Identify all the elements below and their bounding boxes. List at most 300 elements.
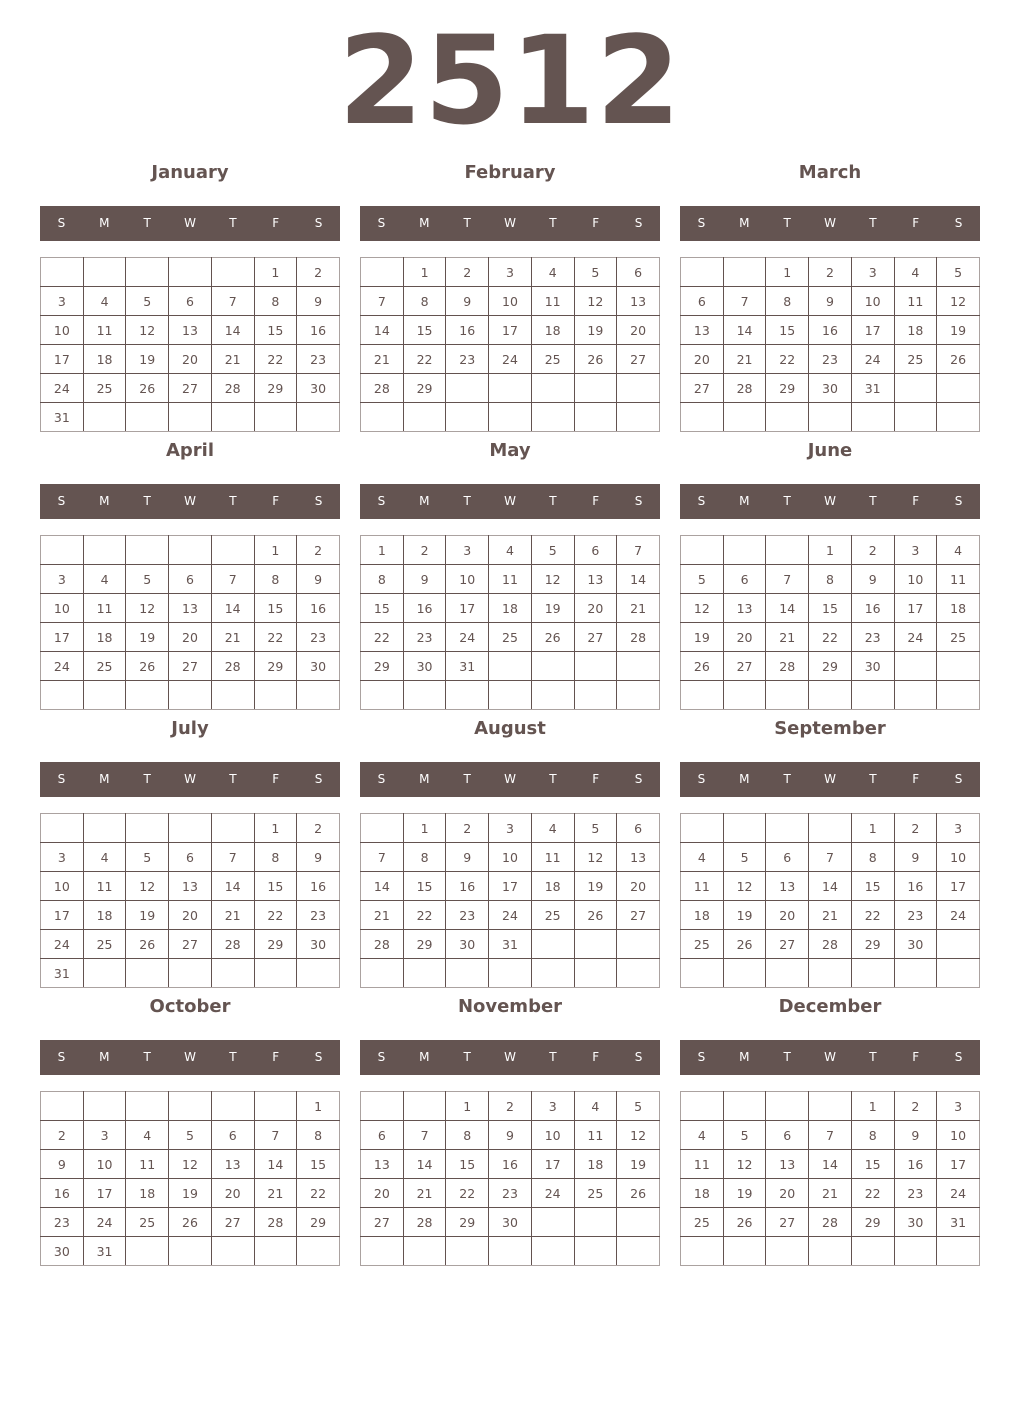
weekday-label: S (57, 494, 66, 508)
day-cell: 20 (766, 901, 809, 930)
month-title: September (774, 718, 886, 739)
day-cell: 6 (361, 1121, 404, 1150)
week-row (361, 374, 660, 403)
day-cell (297, 959, 340, 988)
day-cell (723, 814, 766, 843)
day-cell: 16 (297, 872, 340, 901)
day-cell (681, 681, 724, 710)
day-cell: 26 (126, 652, 169, 681)
day-cell: 6 (574, 536, 617, 565)
day-cell: 28 (211, 652, 254, 681)
day-cell: 12 (126, 594, 169, 623)
day-cell: 26 (681, 652, 724, 681)
day-cell (83, 959, 126, 988)
day-cell: 29 (254, 930, 297, 959)
day-cell: 28 (809, 1208, 852, 1237)
month-title: June (807, 440, 853, 461)
day-cell: 28 (361, 374, 404, 403)
weekday-label: W (504, 494, 516, 508)
day-cell: 2 (809, 258, 852, 287)
day-cell: 14 (809, 872, 852, 901)
day-cell: 19 (723, 1179, 766, 1208)
day-cell: 31 (83, 1237, 126, 1266)
day-cell: 26 (531, 623, 574, 652)
week-row (361, 843, 660, 872)
weekday-label: S (377, 216, 386, 230)
day-cell: 10 (531, 1121, 574, 1150)
day-cell: 9 (403, 565, 446, 594)
day-cell: 9 (297, 843, 340, 872)
week-row (41, 814, 340, 843)
day-cell (723, 959, 766, 988)
day-cell (681, 403, 724, 432)
day-cell (361, 1237, 404, 1266)
weekday-label: T (229, 1050, 237, 1064)
day-cell: 14 (403, 1150, 446, 1179)
day-cell (723, 1092, 766, 1121)
week-row (361, 681, 660, 710)
day-cell: 28 (211, 930, 254, 959)
weekday-label: F (592, 216, 600, 230)
month-title: August (474, 718, 546, 739)
day-cell: 5 (574, 258, 617, 287)
day-cell: 20 (766, 1179, 809, 1208)
day-cell: 2 (41, 1121, 84, 1150)
day-cell (766, 681, 809, 710)
week-row (41, 565, 340, 594)
day-cell: 10 (937, 1121, 980, 1150)
day-cell (489, 403, 532, 432)
day-cell (851, 681, 894, 710)
day-cell: 26 (126, 374, 169, 403)
day-cell (937, 681, 980, 710)
day-cell: 2 (297, 536, 340, 565)
week-row (681, 1179, 980, 1208)
day-cell: 27 (361, 1208, 404, 1237)
day-grid (680, 1091, 980, 1266)
day-cell: 25 (681, 930, 724, 959)
day-cell: 13 (617, 843, 660, 872)
day-cell: 22 (403, 345, 446, 374)
day-cell: 11 (83, 594, 126, 623)
day-grid (360, 813, 660, 988)
day-cell: 18 (531, 872, 574, 901)
day-cell: 6 (169, 843, 212, 872)
day-cell: 6 (617, 258, 660, 287)
day-cell (169, 814, 212, 843)
day-cell: 27 (211, 1208, 254, 1237)
day-cell: 13 (169, 872, 212, 901)
day-cell: 18 (681, 1179, 724, 1208)
day-cell: 17 (851, 316, 894, 345)
day-cell (126, 403, 169, 432)
weekday-label: S (634, 216, 643, 230)
day-cell: 17 (489, 872, 532, 901)
weekday-label: T (549, 494, 557, 508)
day-cell: 13 (766, 872, 809, 901)
day-cell (937, 930, 980, 959)
day-cell: 28 (211, 374, 254, 403)
weekday-header (360, 206, 660, 241)
day-cell: 18 (937, 594, 980, 623)
weekday-label: T (869, 494, 877, 508)
week-row (681, 374, 980, 403)
day-cell (254, 1092, 297, 1121)
week-row (41, 872, 340, 901)
day-cell: 20 (361, 1179, 404, 1208)
day-cell: 1 (254, 536, 297, 565)
day-cell: 27 (169, 652, 212, 681)
day-cell (894, 374, 937, 403)
weekday-header (680, 484, 980, 519)
weekday-label: F (592, 494, 600, 508)
weekday-label: S (314, 494, 323, 508)
day-cell (766, 959, 809, 988)
day-cell (489, 1237, 532, 1266)
week-row (681, 843, 980, 872)
weekday-label: T (549, 772, 557, 786)
day-cell: 19 (723, 901, 766, 930)
day-cell (531, 681, 574, 710)
weekday-label: S (954, 772, 963, 786)
day-cell: 21 (723, 345, 766, 374)
day-cell: 7 (723, 287, 766, 316)
week-row (681, 814, 980, 843)
weekday-label: T (229, 216, 237, 230)
day-cell: 2 (851, 536, 894, 565)
day-cell: 29 (254, 374, 297, 403)
week-row (361, 959, 660, 988)
day-cell (937, 374, 980, 403)
day-cell (211, 814, 254, 843)
day-cell (574, 930, 617, 959)
day-cell (169, 403, 212, 432)
day-cell: 22 (297, 1179, 340, 1208)
day-cell (681, 1237, 724, 1266)
week-row (41, 959, 340, 988)
day-cell: 17 (937, 1150, 980, 1179)
weekday-label: T (869, 1050, 877, 1064)
day-cell: 13 (211, 1150, 254, 1179)
day-cell: 12 (574, 843, 617, 872)
day-cell (126, 959, 169, 988)
day-cell (894, 959, 937, 988)
weekday-label: M (419, 1050, 430, 1064)
day-cell (254, 681, 297, 710)
weekday-header (40, 1040, 340, 1075)
day-cell: 15 (766, 316, 809, 345)
day-cell (681, 258, 724, 287)
day-cell: 17 (489, 316, 532, 345)
day-cell: 5 (531, 536, 574, 565)
week-row (681, 536, 980, 565)
weekday-label: W (184, 216, 196, 230)
day-cell: 19 (681, 623, 724, 652)
day-cell: 15 (851, 1150, 894, 1179)
day-cell: 24 (41, 374, 84, 403)
day-cell: 9 (446, 287, 489, 316)
day-cell: 8 (851, 843, 894, 872)
day-cell: 11 (83, 316, 126, 345)
day-cell: 26 (126, 930, 169, 959)
day-cell: 25 (83, 930, 126, 959)
day-cell: 18 (126, 1179, 169, 1208)
day-cell: 24 (937, 901, 980, 930)
day-cell: 26 (574, 345, 617, 374)
day-cell (169, 1237, 212, 1266)
week-row (361, 345, 660, 374)
weekday-label: M (419, 494, 430, 508)
day-cell (41, 1092, 84, 1121)
day-cell: 1 (809, 536, 852, 565)
day-cell: 30 (297, 374, 340, 403)
weekday-label: T (783, 1050, 791, 1064)
weekday-label: M (419, 216, 430, 230)
day-cell: 6 (169, 565, 212, 594)
day-cell (617, 959, 660, 988)
weekday-label: F (272, 772, 280, 786)
day-cell: 1 (297, 1092, 340, 1121)
day-cell: 17 (446, 594, 489, 623)
day-cell: 27 (723, 652, 766, 681)
day-cell (403, 1092, 446, 1121)
weekday-label: S (954, 494, 963, 508)
day-cell: 29 (851, 930, 894, 959)
day-cell: 19 (617, 1150, 660, 1179)
day-cell (403, 403, 446, 432)
month-title: October (149, 996, 231, 1017)
day-cell: 25 (531, 901, 574, 930)
day-cell (446, 959, 489, 988)
day-cell: 11 (126, 1150, 169, 1179)
day-cell: 25 (574, 1179, 617, 1208)
week-row (681, 565, 980, 594)
day-cell: 19 (574, 316, 617, 345)
week-row (41, 1208, 340, 1237)
weekday-label: S (314, 772, 323, 786)
day-cell (41, 814, 84, 843)
day-cell: 8 (403, 287, 446, 316)
day-cell: 1 (254, 258, 297, 287)
day-cell: 9 (41, 1150, 84, 1179)
day-cell: 31 (851, 374, 894, 403)
day-cell (681, 814, 724, 843)
day-cell: 22 (851, 901, 894, 930)
day-cell: 4 (681, 1121, 724, 1150)
day-cell: 9 (894, 1121, 937, 1150)
day-cell (617, 403, 660, 432)
day-cell (723, 403, 766, 432)
day-cell: 28 (361, 930, 404, 959)
day-cell: 3 (41, 287, 84, 316)
week-row (361, 814, 660, 843)
week-row (681, 959, 980, 988)
day-cell: 12 (169, 1150, 212, 1179)
day-cell: 11 (681, 1150, 724, 1179)
weekday-label: T (549, 1050, 557, 1064)
day-cell: 22 (254, 623, 297, 652)
day-cell: 24 (489, 345, 532, 374)
weekday-label: M (99, 1050, 110, 1064)
day-cell: 21 (211, 345, 254, 374)
day-cell (403, 1237, 446, 1266)
day-cell: 18 (83, 345, 126, 374)
week-row (361, 1237, 660, 1266)
day-cell (83, 403, 126, 432)
day-cell: 6 (723, 565, 766, 594)
day-cell (851, 403, 894, 432)
day-cell: 28 (617, 623, 660, 652)
day-cell (574, 959, 617, 988)
day-cell: 14 (766, 594, 809, 623)
day-cell (211, 959, 254, 988)
month-title: July (171, 718, 209, 739)
week-row (361, 316, 660, 345)
day-cell: 23 (489, 1179, 532, 1208)
day-cell: 19 (937, 316, 980, 345)
day-cell: 12 (681, 594, 724, 623)
month-title: December (778, 996, 882, 1017)
day-cell: 16 (894, 872, 937, 901)
weekday-label: T (463, 494, 471, 508)
day-cell: 14 (617, 565, 660, 594)
day-cell: 19 (574, 872, 617, 901)
day-cell: 27 (574, 623, 617, 652)
weekday-header (40, 206, 340, 241)
day-cell: 8 (446, 1121, 489, 1150)
day-cell (809, 403, 852, 432)
day-cell: 27 (766, 930, 809, 959)
day-cell: 8 (361, 565, 404, 594)
day-cell (574, 681, 617, 710)
day-cell: 6 (169, 287, 212, 316)
day-cell (297, 681, 340, 710)
day-cell (809, 1092, 852, 1121)
day-cell (489, 959, 532, 988)
day-cell: 25 (126, 1208, 169, 1237)
week-row (681, 345, 980, 374)
day-cell (681, 959, 724, 988)
day-cell: 2 (489, 1092, 532, 1121)
day-cell: 23 (446, 345, 489, 374)
week-row (681, 901, 980, 930)
day-cell (723, 1237, 766, 1266)
day-cell: 16 (446, 316, 489, 345)
day-cell: 24 (83, 1208, 126, 1237)
weekday-label: S (377, 772, 386, 786)
day-cell: 8 (403, 843, 446, 872)
day-cell: 24 (894, 623, 937, 652)
weekday-header (40, 762, 340, 797)
day-cell: 14 (361, 316, 404, 345)
day-cell: 22 (851, 1179, 894, 1208)
week-row (41, 1237, 340, 1266)
day-cell: 10 (851, 287, 894, 316)
day-cell (617, 930, 660, 959)
day-grid (680, 813, 980, 988)
day-cell (169, 959, 212, 988)
day-cell (83, 258, 126, 287)
week-row (361, 652, 660, 681)
day-cell (169, 258, 212, 287)
day-cell: 16 (41, 1179, 84, 1208)
day-cell: 24 (851, 345, 894, 374)
day-cell: 22 (809, 623, 852, 652)
day-cell: 10 (83, 1150, 126, 1179)
weekday-label: S (57, 1050, 66, 1064)
day-cell: 21 (361, 901, 404, 930)
day-cell: 28 (809, 930, 852, 959)
day-cell: 22 (361, 623, 404, 652)
weekday-label: T (869, 772, 877, 786)
day-cell: 10 (489, 287, 532, 316)
day-cell: 31 (41, 959, 84, 988)
day-cell: 24 (41, 930, 84, 959)
day-cell: 4 (681, 843, 724, 872)
day-cell: 13 (723, 594, 766, 623)
week-row (361, 403, 660, 432)
day-cell: 21 (617, 594, 660, 623)
day-cell: 2 (403, 536, 446, 565)
day-cell (851, 1237, 894, 1266)
day-cell (617, 1208, 660, 1237)
day-cell: 27 (766, 1208, 809, 1237)
day-grid (40, 535, 340, 710)
day-cell: 13 (617, 287, 660, 316)
day-cell: 5 (937, 258, 980, 287)
day-cell: 31 (41, 403, 84, 432)
day-cell (446, 374, 489, 403)
day-cell (531, 1237, 574, 1266)
day-cell (681, 1092, 724, 1121)
day-cell (446, 681, 489, 710)
day-cell (617, 1237, 660, 1266)
week-row (361, 1121, 660, 1150)
weekday-header (360, 484, 660, 519)
week-row (41, 681, 340, 710)
day-cell: 30 (894, 1208, 937, 1237)
day-cell: 16 (894, 1150, 937, 1179)
day-cell (617, 681, 660, 710)
week-row (681, 316, 980, 345)
day-cell: 1 (403, 258, 446, 287)
year-title: 2512 (338, 10, 682, 152)
day-cell (574, 1208, 617, 1237)
day-cell: 7 (403, 1121, 446, 1150)
day-cell (126, 258, 169, 287)
day-cell: 9 (446, 843, 489, 872)
day-cell (894, 681, 937, 710)
day-cell: 19 (126, 345, 169, 374)
day-cell: 2 (297, 258, 340, 287)
day-cell (766, 536, 809, 565)
weekday-label: M (99, 772, 110, 786)
day-cell: 17 (41, 901, 84, 930)
weekday-header (40, 484, 340, 519)
day-cell: 2 (446, 258, 489, 287)
day-cell (126, 681, 169, 710)
day-cell: 29 (254, 652, 297, 681)
day-cell: 8 (297, 1121, 340, 1150)
day-cell (809, 814, 852, 843)
weekday-label: F (592, 1050, 600, 1064)
day-cell: 30 (297, 652, 340, 681)
day-cell: 16 (297, 594, 340, 623)
day-cell (446, 403, 489, 432)
day-cell: 19 (126, 623, 169, 652)
day-cell: 25 (937, 623, 980, 652)
day-cell: 9 (489, 1121, 532, 1150)
